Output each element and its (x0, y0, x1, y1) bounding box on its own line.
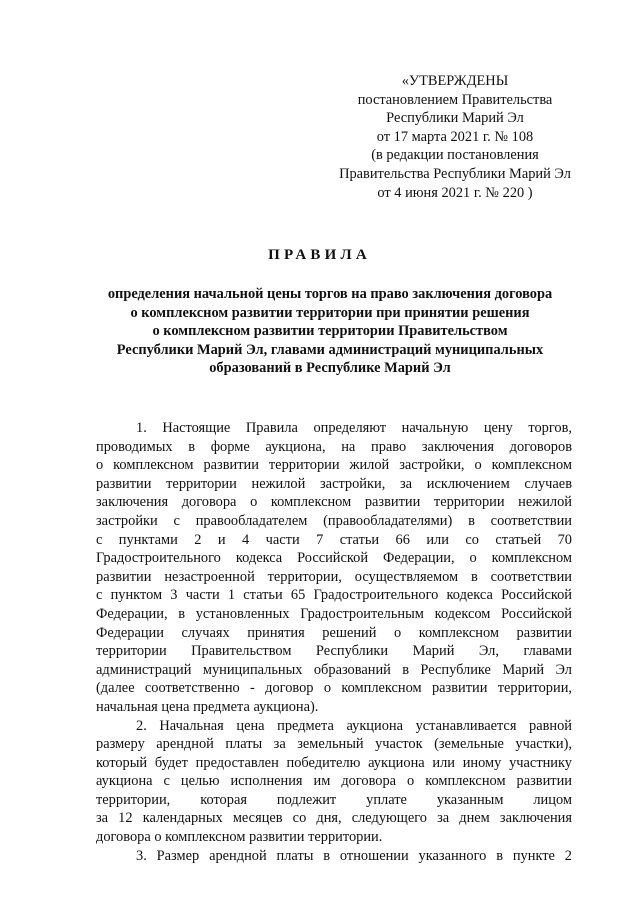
approval-line: Республики Марий Эл (386, 110, 524, 127)
paragraph-2 (96, 717, 572, 847)
approval-line: Правительства Республики Марий Эл (339, 165, 571, 182)
text-line: застройки с правообладателем (правообладателями) в соответствии (96, 512, 572, 529)
subtitle-line: образований в Республике Марий Эл (209, 360, 451, 377)
paragraph-3 (96, 847, 572, 866)
text-line: Федерации, в установленных Градостроительным кодексом Российской (96, 605, 572, 622)
text-line: развитии территории нежилой застройки, за исключением случаев (96, 475, 572, 492)
text-line: 1. Настоящие Правила определяют начальную цену торгов, (136, 420, 572, 436)
text-line: за 12 календарных месяцев со дня, следующего за днем заключения (96, 810, 572, 827)
text-line: развитии незастроенной территории, осуществляемом в соответствии (96, 568, 572, 585)
text-line: аукциона с целью исполнения им договора о комплексном развитии (96, 773, 572, 790)
text-line: 2. Начальная цена предмета аукциона устанавливается равной (136, 717, 572, 734)
text-line: договора о комплексном развитии территории. (96, 829, 383, 846)
text-line: администраций муниципальных образований в Республике Марий Эл (96, 661, 572, 678)
text-line: заключения договора о комплексном развитии территории нежилой (96, 494, 572, 511)
document-body (96, 419, 572, 865)
text-line: размеру арендной платы за земельный участок (земельные участки), (96, 736, 572, 753)
subtitle-line: о комплексном развитии территории при принятии решения (130, 304, 530, 321)
approval-block (300, 72, 610, 202)
text-line: территории, которая подлежит уплате указанным лицом (96, 791, 572, 808)
approval-line: «УТВЕРЖДЕНЫ (401, 73, 509, 89)
text-line: с пунктом 3 части 1 статьи 65 Градостроительного кодекса Российской (96, 587, 572, 604)
document-title: ПРАВИЛА (268, 247, 371, 263)
text-line: 3. Размер арендной платы в отношении указанного в пункте 2 (136, 847, 572, 864)
approval-line: постановлением Правительства (357, 91, 553, 108)
paragraph-1 (96, 419, 572, 717)
text-line: с пунктами 2 и 4 части 7 статьи 66 или со статьей 70 (96, 531, 572, 548)
subtitle-line: определения начальной цены торгов на право заключения договора (107, 286, 553, 302)
approval-line: от 4 июня 2021 г. № 220 ) (377, 184, 533, 201)
text-line: начальная цена предмета аукциона). (96, 698, 319, 715)
text-line: Федерации случаях принятия решений о комплексном развитии (96, 624, 572, 641)
text-line: о комплексном развитии территории жилой застройки, о комплексном (96, 457, 572, 474)
subtitle-line: о комплексном развитии территории Правительством (152, 323, 508, 340)
text-line: (далее соответственно - договор о комплексном развитии территории, (96, 680, 572, 697)
text-line: который будет предоставлен победителю аукциона или иному участнику (96, 754, 572, 771)
approval-line: (в редакции постановления (371, 147, 539, 164)
approval-line: от 17 марта 2021 г. № 108 (376, 128, 534, 145)
text-line: проводимых в форме аукциона, на право заключения договоров (96, 438, 572, 455)
text-line: территории Правительством Республики Марий Эл, главами (96, 643, 572, 660)
text-line: Градостроительного кодекса Российской Федерации, о комплексном (96, 550, 572, 567)
subtitle-line: Республики Марий Эл, главами администраций муниципальных (116, 341, 544, 358)
document-subtitle (60, 285, 600, 378)
